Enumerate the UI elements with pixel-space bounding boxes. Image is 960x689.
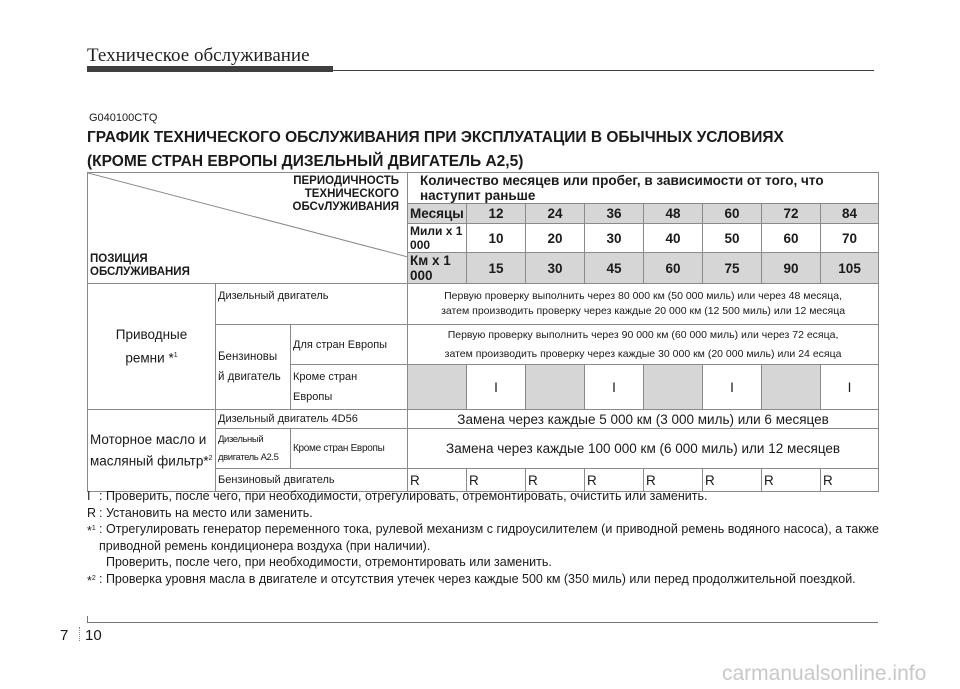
note-r-mark: R	[87, 505, 97, 520]
oil-4d56-row	[88, 410, 879, 429]
oil-cell: R	[526, 469, 585, 492]
miles-value: 30	[585, 224, 644, 253]
belts-noneurope-label: Кроме стран Европы	[291, 365, 408, 410]
note-i-text: : Проверить, после чего, при необходимости, отрегулировать, отремонтировать, очистить или заменить.	[99, 489, 708, 503]
header-rule	[333, 70, 874, 71]
oil-a25-label: Дизельный двигатель A2.5	[216, 429, 291, 469]
oil-cell: R	[821, 469, 879, 492]
section-title-line1: ГРАФИК ТЕХНИЧЕСКОГО ОБСЛУЖИВАНИЯ ПРИ ЭКСПЛУАТАЦИИ В ОБЫЧНЫХ УСЛОВИЯХ	[87, 129, 784, 146]
km-value: 105	[821, 253, 879, 284]
belts-cell: I	[585, 365, 644, 410]
months-value: 12	[467, 204, 526, 224]
belts-europe-label: Для стран Европы	[291, 325, 408, 365]
section-code: G040100CTQ	[89, 112, 158, 124]
months-value: 48	[644, 204, 703, 224]
interval-header: Количество месяцев или пробег, в зависимости от того, что наступит раньше	[408, 173, 879, 204]
oil-cell: R	[703, 469, 762, 492]
watermark: carmanualsonline.info	[722, 662, 927, 685]
header-bar	[87, 66, 333, 72]
km-value: 30	[526, 253, 585, 284]
oil-petrol-label: Бензиновый двигатель	[216, 469, 408, 492]
miles-value: 60	[762, 224, 821, 253]
belts-diesel-text: Первую проверку выполнить через 80 000 км (50 000 миль) или через 48 месяца, затем производить проверку через каждые 20 000 км (12 500 миль) или 12 месяца	[408, 284, 879, 325]
months-value: 24	[526, 204, 585, 224]
months-value: 72	[762, 204, 821, 224]
belts-item: Приводные ремни *$^1$	[88, 284, 216, 410]
note-i	[87, 488, 879, 505]
oil-cell: R	[762, 469, 821, 492]
section-title-line2: (КРОМЕ СТРАН ЕВРОПЫ ДИЗЕЛЬНЫЙ ДВИГАТЕЛЬ A2,5)	[87, 153, 524, 170]
oil-cell: R	[644, 469, 703, 492]
note-2-text: : Проверка уровня масла в двигателе и отсутствия утечек через каждые 500 км (350 миль) или перед продолжительной поездкой.	[99, 571, 856, 586]
belts-cell	[644, 365, 703, 410]
footer-separator	[79, 627, 80, 641]
belts-cell	[526, 365, 585, 410]
km-value: 60	[644, 253, 703, 284]
miles-label: Мили x 1 000	[408, 224, 467, 253]
note-1	[87, 521, 879, 571]
miles-value: 40	[644, 224, 703, 253]
oil-4d56-label: Дизельный двигатель 4D56	[216, 410, 408, 429]
belts-cell: I	[821, 365, 879, 410]
footnotes	[87, 488, 879, 589]
note-2	[87, 571, 879, 590]
km-label: Км x 1 000	[408, 253, 467, 284]
km-value: 90	[762, 253, 821, 284]
chapter-number: 7	[60, 627, 69, 644]
page-title: Техническое обслуживание	[87, 45, 310, 66]
months-label: Месяцы	[408, 204, 467, 224]
page-number: 10	[85, 627, 102, 644]
km-value: 45	[585, 253, 644, 284]
table-corner-cell	[88, 173, 408, 284]
oil-a25-sub: Кроме стран Европы	[291, 429, 408, 469]
corner-periodicity-label: ПЕРИОДИЧНОСТЬ ТЕХНИЧЕСКОГО ОБСvЛУЖИВАНИЯ	[292, 175, 400, 213]
miles-value: 20	[526, 224, 585, 253]
oil-item: Моторное масло и масляный фильтр*$^2$	[88, 410, 216, 492]
months-value: 84	[821, 204, 879, 224]
belts-cell: I	[703, 365, 762, 410]
oil-cell: R	[408, 469, 467, 492]
belts-diesel-label: Дизельный двигатель	[216, 284, 408, 325]
belts-diesel-row	[88, 284, 879, 325]
note-1-text: : Отрегулировать генератор переменного тока, рулевой механизм с гидроусилителем (и приводной ремень водяного насоса), а также приводной ремень кондиционера воздуха (при наличии). Проверить, после чего, при необходимости, отремонтировать или заменить.	[99, 522, 879, 569]
belts-cell	[762, 365, 821, 410]
corner-item-label: ПОЗИЦИЯ ОБСЛУЖИВАНИЯ	[90, 253, 190, 278]
km-value: 15	[467, 253, 526, 284]
months-value: 60	[703, 204, 762, 224]
note-r	[87, 505, 879, 522]
oil-cell: R	[585, 469, 644, 492]
note-r-text: : Установить на место или заменить.	[99, 505, 313, 520]
months-value: 36	[585, 204, 644, 224]
belts-europe-text: Первую проверку выполнить через 90 000 км (60 000 миль) или через 72 есяца, затем производить проверку через каждые 30 000 км (20 000 миль) или 24 есяца	[408, 325, 879, 365]
note-1-mark: *$^1$	[87, 524, 96, 539]
oil-4d56-text: Замена через каждые 5 000 км (3 000 миль) или 6 месяцев	[408, 410, 879, 429]
footer-tick	[87, 616, 88, 623]
belts-petrol-label: Бензиновы й двигатель	[216, 325, 291, 410]
maintenance-schedule-table	[87, 172, 879, 492]
section-heading	[87, 126, 784, 174]
note-2-mark: *$^2$	[87, 573, 96, 588]
note-i-mark: I	[87, 489, 91, 503]
belts-cell	[408, 365, 467, 410]
miles-value: 70	[821, 224, 879, 253]
oil-a25-text: Замена через каждые 100 000 км (6 000 миль) или 12 месяцев	[408, 429, 879, 469]
oil-cell: R	[467, 469, 526, 492]
footer-rule	[87, 622, 878, 623]
miles-value: 10	[467, 224, 526, 253]
miles-value: 50	[703, 224, 762, 253]
belts-cell: I	[467, 365, 526, 410]
km-value: 75	[703, 253, 762, 284]
